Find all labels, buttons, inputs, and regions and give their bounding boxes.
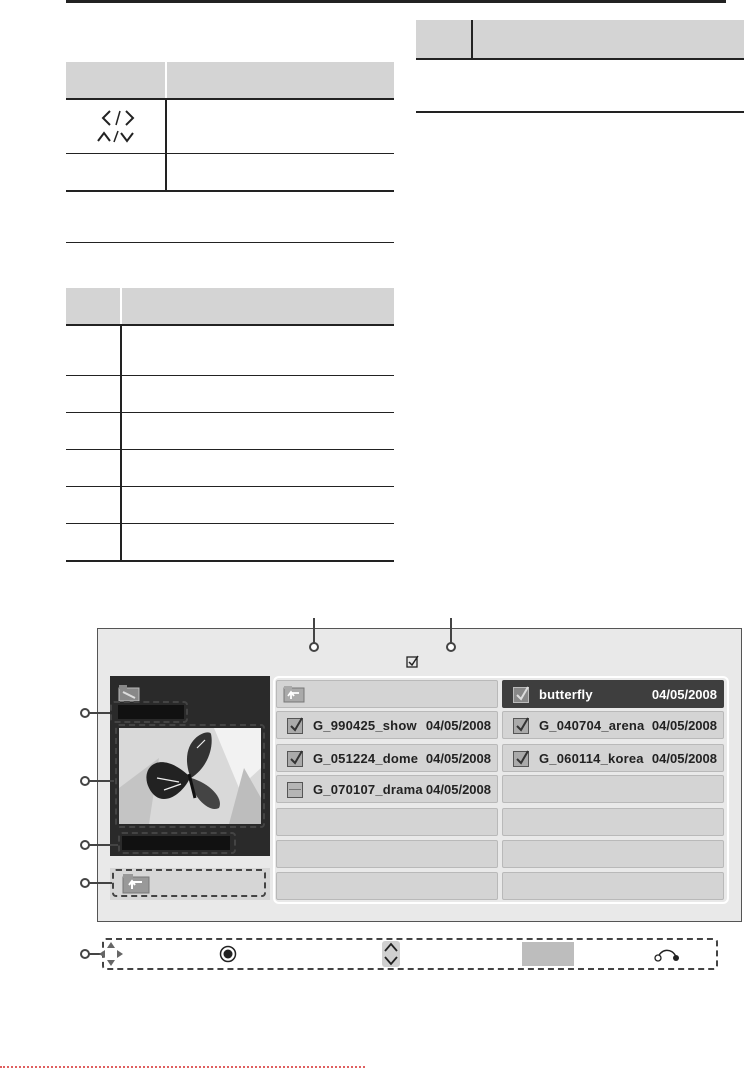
file-item[interactable] <box>502 744 724 772</box>
preview-info-highlight <box>118 832 236 854</box>
footer-link-underline <box>0 1066 365 1068</box>
ok-button-icon <box>219 945 237 968</box>
arrow-left-right-up-down-icon <box>96 108 140 151</box>
folder-up-icon <box>283 685 307 708</box>
preview-image-highlight <box>115 724 265 828</box>
nav-table-header <box>66 62 394 98</box>
file-date: 04/05/2008 <box>425 718 491 733</box>
empty-cell <box>276 808 498 836</box>
preview-title-highlight <box>110 701 188 723</box>
return-icon <box>652 945 682 968</box>
file-date: 04/05/2008 <box>425 782 491 797</box>
up-folder-cell[interactable] <box>276 680 498 708</box>
file-name: G_040704_arena <box>539 718 645 733</box>
page-updown-icon <box>381 940 401 975</box>
file-item[interactable] <box>276 775 498 803</box>
checkbox-checked-icon[interactable] <box>287 751 303 767</box>
callout-marker <box>446 642 456 652</box>
file-name: butterfly <box>539 687 593 702</box>
file-name: G_051224_dome <box>313 751 419 766</box>
remote-help-bar <box>102 938 718 970</box>
file-item[interactable] <box>276 711 498 739</box>
checkbox-checked-icon[interactable] <box>513 751 529 767</box>
file-name: G_070107_drama <box>313 782 423 797</box>
file-item[interactable] <box>276 744 498 772</box>
empty-cell <box>276 872 498 900</box>
top-rule <box>66 0 726 3</box>
empty-cell <box>502 808 724 836</box>
callout-marker <box>80 840 90 850</box>
empty-cell <box>502 840 724 868</box>
checkbox-checked-icon[interactable] <box>513 718 529 734</box>
checkbox-unchecked-icon[interactable] <box>287 782 303 798</box>
file-date: 04/05/2008 <box>651 687 717 702</box>
file-name: G_060114_korea <box>539 751 644 766</box>
empty-cell <box>276 840 498 868</box>
callout-marker <box>80 708 90 718</box>
file-name: G_990425_show <box>313 718 417 733</box>
callout-marker <box>80 878 90 888</box>
file-item[interactable] <box>502 711 724 739</box>
file-date: 04/05/2008 <box>425 751 491 766</box>
callout-marker <box>80 776 90 786</box>
section-divider <box>66 242 394 243</box>
checkbox-checked-icon[interactable] <box>287 718 303 734</box>
empty-cell <box>502 775 724 803</box>
folder-bar-highlight <box>112 869 266 897</box>
right-table-header <box>416 20 744 58</box>
checkbox-icon <box>406 655 420 674</box>
callout-marker <box>80 949 90 959</box>
gray-button <box>522 942 574 966</box>
file-date: 04/05/2008 <box>651 751 717 766</box>
items-table-header <box>66 288 394 324</box>
callout-marker <box>309 642 319 652</box>
empty-cell <box>502 872 724 900</box>
file-date: 04/05/2008 <box>651 718 717 733</box>
checkbox-checked-icon[interactable] <box>513 687 529 703</box>
dpad-icon <box>98 941 124 972</box>
file-item[interactable] <box>502 680 724 708</box>
